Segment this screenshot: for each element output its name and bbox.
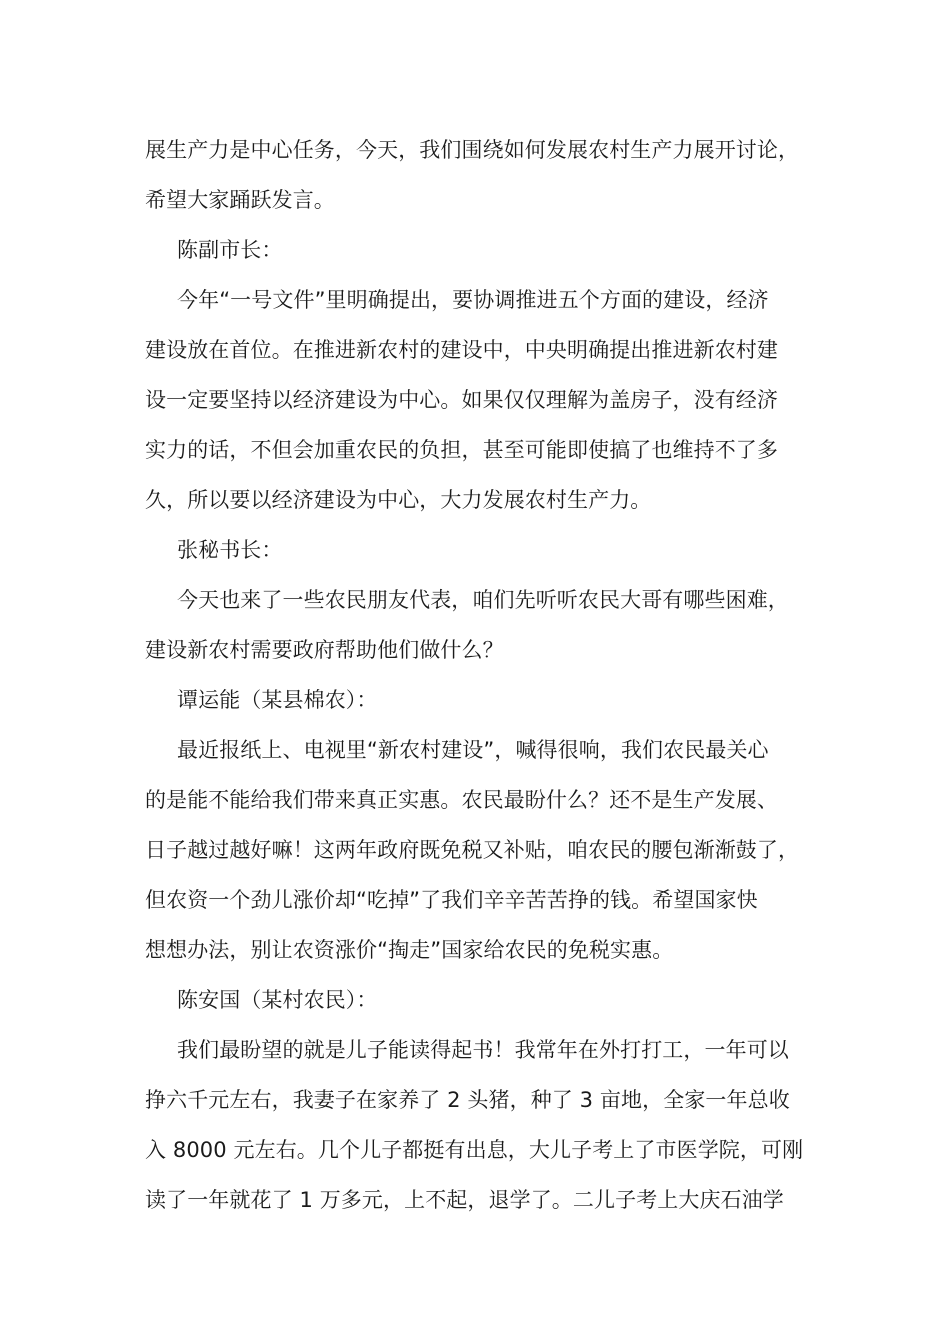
text-line: 今年“一号文件”里明确提出，要协调推进五个方面的建设，经济 — [177, 288, 769, 312]
text-line: 想想办法，别让农资涨价“掏走”国家给农民的免税实惠。 — [145, 938, 674, 962]
text-line: 建设放在首位。在推进新农村的建设中，中央明确提出推进新农村建 — [145, 338, 778, 362]
text-line: 久，所以要以经济建设为中心，大力发展农村生产力。 — [145, 488, 652, 512]
text-line: 最近报纸上、电视里“新农村建设”，喊得很响，我们农民最关心 — [177, 738, 769, 762]
text-line: 设一定要坚持以经济建设为中心。如果仅仅理解为盖房子，没有经济 — [145, 388, 778, 412]
speaker-label: 谭运能（某县棉农）： — [177, 688, 378, 712]
text-line: 日子越过越好嘛！这两年政府既免税又补贴，咱农民的腰包渐渐鼓了， — [145, 838, 800, 862]
speaker-label: 陈副市长： — [177, 238, 283, 262]
text-line: 我们最盼望的就是儿子能读得起书！我常年在外打打工，一年可以 — [177, 1038, 789, 1062]
text-line: 的是能不能给我们带来真正实惠。农民最盼什么？还不是生产发展、 — [145, 788, 778, 812]
text-line: 展生产力是中心任务，今天，我们围绕如何发展农村生产力展开讨论， — [145, 138, 800, 162]
speaker-label: 陈安国（某村农民）： — [177, 988, 378, 1012]
text-line: 挣六千元左右，我妻子在家养了 2 头猪，种了 3 亩地，全家一年总收 — [145, 1088, 790, 1112]
text-line: 入 8000 元左右。几个儿子都挺有出息，大儿子考上了市医学院，可刚 — [145, 1138, 804, 1162]
speaker-label: 张秘书长： — [177, 538, 283, 562]
text-line: 建设新农村需要政府帮助他们做什么？ — [145, 638, 504, 662]
text-line: 今天也来了一些农民朋友代表，咱们先听听农民大哥有哪些困难， — [177, 588, 789, 612]
text-line: 希望大家踊跃发言。 — [145, 188, 335, 212]
text-line: 实力的话，不但会加重农民的负担，甚至可能即使搞了也维持不了多 — [145, 438, 778, 462]
text-line: 但农资一个劲儿涨价却“吃掉”了我们辛辛苦苦挣的钱。希望国家快 — [145, 888, 758, 912]
text-line: 读了一年就花了 1 万多元，上不起，退学了。二儿子考上大庆石油学 — [145, 1188, 784, 1212]
